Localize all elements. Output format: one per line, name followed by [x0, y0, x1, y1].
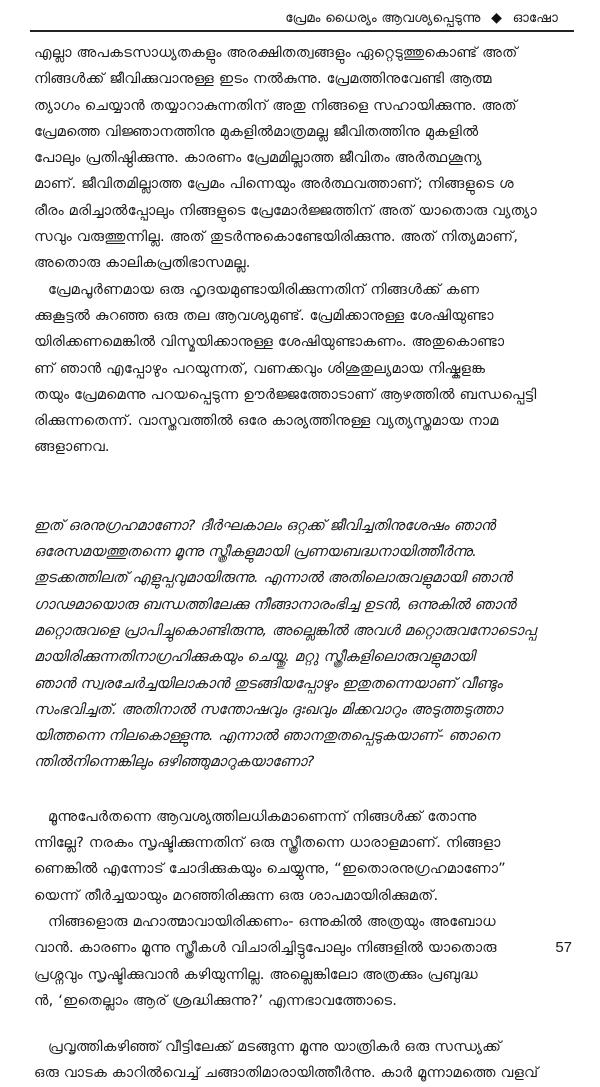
paragraph-4 [34, 909, 574, 1014]
text-line: സംഭവിച്ചത്. അതിനാൽ സന്തോഷവും ദുഃഖവും മിക്കവാറും അടുത്തടുത്താ [34, 700, 503, 718]
text-line: എല്ലാ അപകടസാധ്യതകളും അരക്ഷിതത്വങ്ങളും ഏറ്റെടുത്തുകൊണ്ട് അത് [34, 44, 518, 61]
text-line: പ്രശ്നവും സൃഷ്ടിക്കുവാൻ കഴിയുന്നില്ല. അല്ലെങ്കിലോ അത്രക്കും പ്രബുദ്ധ [34, 965, 478, 983]
text-line: തയും പ്രേമമെന്നു പറയപ്പെടുന്ന ഊർജ്ജത്തോടാണ് ആഴത്തിൽ ബന്ധപ്പെട്ടി [34, 385, 537, 403]
section-gap [34, 1014, 574, 1034]
text-line: യെന്ന് തീർച്ചയായും മറഞ്ഞിരിക്കുന്ന ഒരു ശാപമായിരിക്കുമത്. [34, 886, 439, 904]
text-line: ങ്ങളാണവ. [34, 438, 110, 456]
body-text [34, 40, 574, 1087]
text-line: ത്യാഗം ചെയ്യാൻ തയ്യാറാകുന്നതിന് അതു നിങ്ങളെ സഹായിക്കുന്നു. അത് [34, 96, 517, 114]
text-line: യിരിക്കണമെങ്കിൽ വിസ്മയിക്കാനുള്ള ശേഷിയുണ്ടാകണം. അതുകൊണ്ടാ [34, 333, 505, 351]
diamond-icon: ◆ [491, 10, 503, 26]
text-line: മാണ്. ജീവിതമില്ലാത്ത പ്രേമം പിന്നെയും അർത്ഥവത്താണ്; നിങ്ങളുടെ ശ [34, 175, 514, 193]
text-line: ണ് ഞാൻ എപ്പോഴും പറയുന്നത്, വണക്കവും ശിശുതുല്യമായ നിഷ്കളങ്ക [34, 359, 486, 377]
text-line: യിത്തന്നെ നിലകൊള്ളുന്നു. എന്നാൽ ഞാനതുതപ്പെടുകയാണ്- ഞാനെ [34, 727, 500, 745]
text-line: നിങ്ങൾക്ക് ജീവിക്കുവാനുള്ള ഇടം നൽകുന്നു. പ്രേമത്തിനുവേണ്ടി ആത്മ [34, 70, 492, 88]
text-line: രീരം മരിച്ചാൽപ്പോലും നിങ്ങളുടെ പ്രേമോർജ്ജത്തിന് അത് യാതൊരു വ്യത്യാ [34, 201, 537, 219]
text-line: ഒരേസമയത്തുതന്നെ മൂന്നു സ്ത്രീകളുമായി പ്രണയബദ്ധനായിത്തീർന്നു. [34, 543, 477, 561]
text-line: ന്നില്ലേ? നരകം സൃഷ്ടിക്കുന്നതിന് ഒരു സ്ത്രീതന്നെ ധാരാളമാണ്. നിങ്ങളാ [34, 834, 501, 852]
paragraph-2 [34, 277, 574, 461]
text-line: സവും വരുത്തുന്നില്ല. അത് തുടർന്നുകൊണ്ടേയിരിക്കുന്നു. അത് നിത്യമാണ്, [34, 228, 519, 246]
text-line: തുടക്കത്തിലത് എളുപ്പവുമായിരുന്നു. എന്നാൽ അതിലൊരുവളുമായി ഞാൻ [34, 569, 512, 587]
text-line: ൻ, ‘ഇതെല്ലാം ആര് ശ്രദ്ധിക്കുന്നു?’ എന്നഭാവത്തോടെ. [34, 991, 397, 1009]
text-line: മൂന്നുപേർതന്നെ ആവശ്യത്തിലധികമാണെന്ന് നിങ്ങൾക്ക് തോന്നു [48, 807, 477, 825]
question-paragraph [34, 513, 574, 776]
text-line: വാൻ. കാരണം മൂന്നു സ്ത്രീകൾ വിചാരിച്ചിട്ടുപോലും നിങ്ങളിൽ യാതൊരു [34, 939, 497, 957]
header-title: പ്രേമം ധൈര്യം ആവശ്യപ്പെടുന്നു [285, 10, 481, 26]
text-line: പ്രവൃത്തികഴിഞ്ഞ് വീട്ടിലേക്ക് മടങ്ങുന്ന മൂന്നു യാത്രികർ ഒരു സന്ധ്യക്ക് [48, 1038, 502, 1056]
text-line: നിങ്ങളൊരു മഹാത്മാവായിരിക്കണം- ഒന്നുകിൽ അത്രയും അബോധ [48, 912, 496, 930]
text-line: മായിരിക്കുന്നതിനാഗ്രഹിക്കുകയും ചെയ്തു. മറ്റു സ്ത്രീകളിലൊരുവളുമായി [34, 648, 475, 666]
text-line: പ്രേമപൂർണമായ ഒരു ഹൃദയമുണ്ടായിരിക്കുന്നതിന് നിങ്ങൾക്ക് കണ [48, 280, 480, 298]
text-line: ഞാൻ സ്വരചേർച്ചയിലാകാൻ തുടങ്ങിയപ്പോഴും ഇതുതന്നെയാണ് വീണ്ടും [34, 674, 503, 692]
text-line: ഗാഢമായൊരു ബന്ധത്തിലേക്കു നീങ്ങാനാരംഭിച്ച ഉടൻ, ഒന്നുകിൽ ഞാൻ [34, 595, 516, 613]
text-line: ക്കുകൂട്ടൽ കുറഞ്ഞ ഒരു തല ആവശ്യമുണ്ട്. പ്രേമിക്കാനുള്ള ശേഷിയുണ്ടാ [34, 306, 494, 324]
text-line: ഇത് ഒരനുഗ്രഹമാണോ? ദീർഘകാലം ഒറ്റക്ക് ജീവിച്ചതിനുശേഷം ഞാൻ [34, 516, 496, 534]
text-line: ഒരു വാടക കാറിൽവെച്ച് ചങ്ങാതിമാരായിത്തീർന്നു. കാർ മൂന്നാമത്തെ വളവ് [34, 1064, 539, 1082]
header-rule [30, 30, 574, 32]
section-gap [34, 776, 574, 804]
text-line: ണെങ്കിൽ എന്നോട് ചോദിക്കുകയും ചെയ്യുന്നു, “ഇതൊരനുഗ്രഹമാണോ” [34, 860, 506, 878]
text-line: മറ്റൊരുവളെ പ്രാപിച്ചുകൊണ്ടിരുന്നു, അല്ലെങ്കിൽ അവൾ മറ്റൊരുവനോടൊപ്പ [34, 621, 536, 639]
text-line: അതൊരു കാലികപ്രതിഭാസമല്ല. [34, 254, 251, 272]
paragraph-1 [34, 40, 574, 277]
section-gap [34, 461, 574, 513]
text-line: പ്രേമത്തെ വിജ്ഞാനത്തിനു മുകളിൽമാത്രമല്ല ജീവിതത്തിനു മുകളിൽ [34, 122, 479, 140]
paragraph-3 [34, 804, 574, 909]
text-line: ന്തിൽനിന്നെങ്കിലും ഒഴിഞ്ഞുമാറുകയാണോ? [34, 753, 315, 771]
running-header [285, 8, 558, 28]
header-author: ഓഷോ [512, 10, 558, 26]
paragraph-5 [34, 1034, 574, 1087]
text-line: രിക്കുന്നതെന്ന്. വാസ്തവത്തിൽ ഒരേ കാര്യത്തിനുള്ള വ്യത്യസ്തമായ നാമ [34, 412, 499, 430]
page-number: 57 [555, 939, 572, 956]
text-line: പോലും പ്രതിഷ്ഠിക്കുന്നു. കാരണം പ്രേമമില്ലാത്ത ജീവിതം അർത്ഥശൂന്യ [34, 149, 482, 167]
